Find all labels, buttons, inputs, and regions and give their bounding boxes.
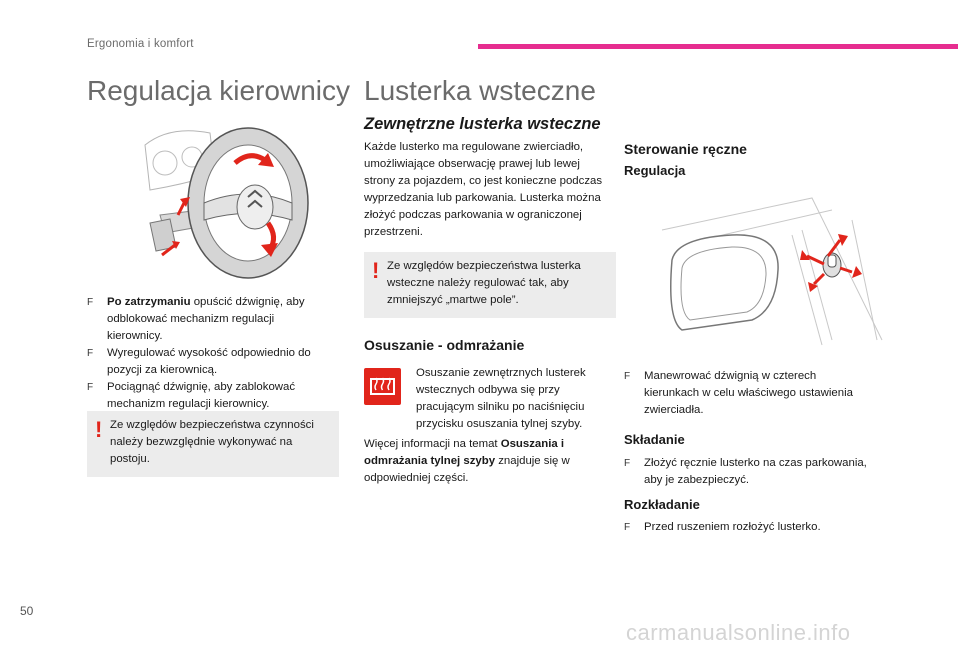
step-text: opuścić dźwignię, aby odblokować mechanizm regulacji kierownicy. bbox=[107, 296, 305, 342]
fold-steps bbox=[624, 455, 874, 489]
warning-text: Ze względów bezpieczeństwa lusterka wsteczne należy regulować tak, aby zmniejszyć „martwe pole”. bbox=[387, 260, 581, 306]
bullet-icon: F bbox=[87, 348, 94, 359]
adjust-step bbox=[624, 368, 874, 419]
step-bold: Po zatrzymaniu bbox=[107, 296, 191, 308]
steering-step bbox=[87, 379, 332, 413]
adjust-heading: Regulacja bbox=[624, 163, 686, 178]
mirrors-intro: Każde lusterko ma regulowane zwierciadło, umożliwiające obserwację prawej lub lewej strony za pojazdem, co jest konieczne podczas wyprzedzania lub parkowania. Lusterka można złożyć podczas parkowania w ograniczonej przestrzeni. bbox=[364, 141, 603, 238]
fold-step bbox=[624, 455, 874, 489]
bullet-icon: F bbox=[87, 382, 94, 393]
step-text: Pociągnąć dźwignię, aby zablokować mechanizm regulacji kierownicy. bbox=[107, 381, 296, 410]
step-text: Złożyć ręcznie lusterko na czas parkowania, aby je zabezpieczyć. bbox=[644, 457, 867, 486]
bullet-icon: F bbox=[624, 458, 631, 469]
rear-defrost-icon bbox=[364, 368, 401, 405]
section-accent-bar bbox=[478, 44, 958, 49]
steering-steps bbox=[87, 294, 332, 413]
manual-control-heading: Sterowanie ręczne bbox=[624, 141, 747, 157]
page-number: 50 bbox=[20, 604, 34, 618]
mirrors-warning bbox=[364, 252, 616, 318]
warning-text: Ze względów bezpieczeństwa czynności należy bezwzględnie wykonywać na postoju. bbox=[110, 419, 314, 465]
bullet-icon: F bbox=[87, 297, 94, 308]
step-text: Manewrować dźwignią w czterech kierunkach w celu właściwego ustawienia zwierciadła. bbox=[644, 370, 853, 416]
bullet-icon: F bbox=[624, 522, 631, 533]
unfold-heading: Rozkładanie bbox=[624, 497, 700, 512]
mirrors-title: Lusterka wsteczne bbox=[364, 75, 596, 106]
more-info-post: znajduje się w odpowiedniej części. bbox=[364, 455, 570, 484]
adjust-steps bbox=[624, 368, 874, 419]
defrost-text: Osuszanie zewnętrznych lusterek wstecznych odbywa się przy pracującym silniku po naciśnięciu przycisku osuszania tylnej szyby. bbox=[416, 367, 586, 430]
bullet-icon: F bbox=[624, 371, 631, 382]
steering-warning bbox=[87, 411, 339, 477]
mirrors-subtitle: Zewnętrzne lusterka wsteczne bbox=[364, 115, 601, 133]
steering-step bbox=[87, 345, 332, 379]
unfold-step bbox=[624, 519, 874, 536]
section-label: Ergonomia i komfort bbox=[87, 38, 194, 50]
step-text: Wyregulować wysokość odpowiednio do pozycji za kierownicą. bbox=[107, 347, 311, 376]
step-text: Przed ruszeniem rozłożyć lusterko. bbox=[644, 521, 821, 533]
defrost-heading: Osuszanie - odmrażanie bbox=[364, 337, 525, 353]
unfold-steps bbox=[624, 519, 874, 536]
watermark: carmanualsonline.info bbox=[626, 620, 851, 645]
steering-wheel-icon bbox=[140, 115, 315, 285]
defrost-more-info bbox=[364, 436, 614, 487]
warning-icon: ! bbox=[95, 417, 103, 442]
fold-heading: Składanie bbox=[624, 432, 685, 447]
more-info-pre: Więcej informacji na temat bbox=[364, 438, 501, 450]
mirror-control-icon bbox=[652, 190, 890, 350]
more-info-link: Osuszania i odmrażania tylnej szyby bbox=[364, 438, 565, 467]
steering-title: Regulacja kierownicy bbox=[87, 75, 351, 106]
steering-step bbox=[87, 294, 332, 345]
warning-icon: ! bbox=[372, 258, 380, 283]
